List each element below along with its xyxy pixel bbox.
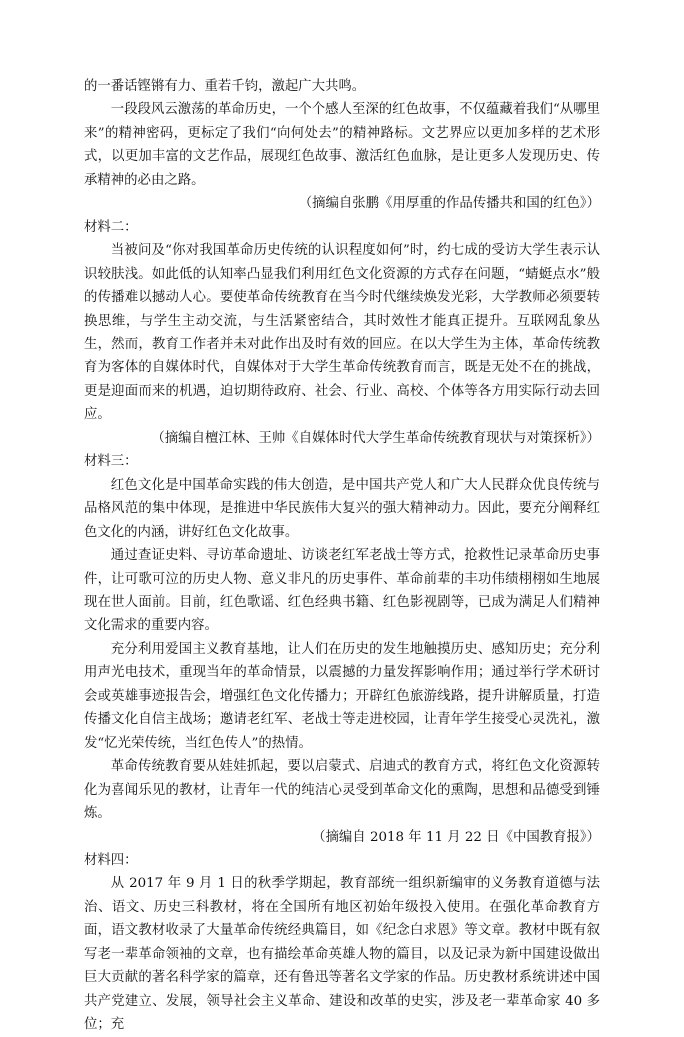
paragraph-3a: 红色文化是中国革命实践的伟大创造，是中国共产党人和广大人民群众优良传统与品格风范的集中体现，是推进中华民族伟大复兴的强大精神动力。因此，要充分阐释红色文化的内涵，讲好红色文化故事。: [84, 477, 600, 540]
paragraph-continuation: 的一番话铿锵有力、重若千钧，激起广大共鸣。: [84, 79, 366, 94]
material-2-label: 材料二：: [84, 219, 138, 235]
source-citation-1: （摘编自张鹏《用厚重的作品传播共和国的红色》）: [298, 196, 600, 212]
paragraph-3b: 通过查证史料、寻访革命遗址、访谈老红军老战士等方式，抢救性记录革命历史事件，让可歌可泣的历史人物、意义非凡的历史事件、革命前辈的丰功伟绩栩栩如生地展现在世人面前。目前，红色歌谣、红色经典书籍、红色影视剧等，已成为满足人们精神文化需求的重要内容。: [84, 548, 600, 634]
paragraph-4: 从 2017 年 9 月 1 日的秋季学期起，教育部统一组织新编审的义务教育道德与法治、语文、历史三科教材，将在全国所有地区初始年级投入使用。在强化革命教育方面，语文教材收录了大量革命传统经典篇目，如《纪念白求恩》等文章。教材中既有叙写老一辈革命领袖的文章，也有描绘革命英雄人物的篇目，以及记录为新中国建设做出巨大贡献的著名科学家的篇章，还有鲁迅等著名文学家的作品。历史教材系统讲述中国共产党建立、发展，领导社会主义革命、建设和改革的史实，涉及老一辈革命家 40 多位；充: [84, 876, 600, 1033]
paragraph-1: 一段段风云激荡的革命历史，一个个感人至深的红色故事，不仅蕴藏着我们“从哪里来”的精神密码，更标定了我们“向何处去”的精神路标。文艺界应以更加多样的艺术形式，以更加丰富的文艺作品，展现红色故事、激活红色血脉，是让更多人发现历史、传承精神的必由之路。: [84, 102, 600, 188]
paragraph-2: 当被问及“你对我国革命历史传统的认识程度如何”时，约七成的受访大学生表示认识较肤浅。如此低的认知率凸显我们利用红色文化资源的方式存在问题，“蜻蜓点水”般的传播难以撼动人心。要使革命传统教育在当今时代继续焕发光彩，大学教师必须要转换思维，与学生主动交流，与生活紧密结合，其时效性才能真正提升。互联网乱象丛生，然而，教育工作者并未对此作出及时有效的回应。在以大学生为主体，革命传统教育为客体的自媒体时代，自媒体对于大学生革命传统教育而言，既是无处不在的挑战，更是迎面而来的机遇，迫切期待政府、社会、行业、高校、个体等各方用实际行动去回应。: [84, 243, 600, 423]
paragraph-3d: 革命传统教育要从娃娃抓起，要以启蒙式、启迪式的教育方式，将红色文化资源转化为喜闻乐见的教材，让青年一代的纯洁心灵受到革命文化的熏陶，思想和品德受到锤炼。: [84, 759, 600, 822]
source-citation-3: （摘编自 2018 年 11 月 22 日《中国教育报》）: [312, 829, 600, 845]
source-citation-2: （摘编自檀江林、王帅《自媒体时代大学生革命传统教育现状与对策探析》）: [151, 430, 600, 446]
material-3-label: 材料三：: [84, 454, 138, 470]
paragraph-3c: 充分利用爱国主义教育基地，让人们在历史的发生地触摸历史、感知历史；充分利用声光电技术，重现当年的革命情景，以震撼的力量发挥影响作用；通过举行学术研讨会或英雄事迹报告会，增强红色文化传播力；开辟红色旅游线路，提升讲解质量，打造传播文化自信主战场；邀请老红军、老战士等走进校园，让青年学生接受心灵洗礼，激发“忆光荣传统，当红色传人”的热情。: [84, 641, 600, 751]
material-4-label: 材料四：: [84, 852, 138, 868]
